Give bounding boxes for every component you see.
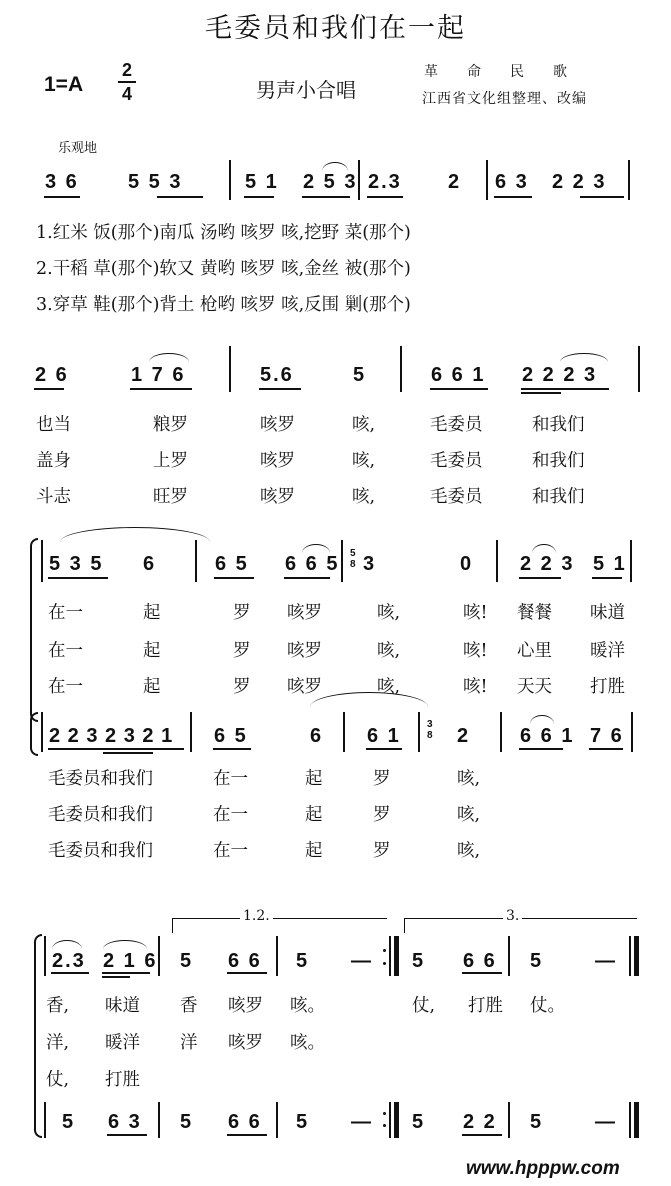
- underline: [227, 1134, 267, 1136]
- slur: [103, 940, 147, 949]
- lyric: 打胜: [590, 677, 625, 697]
- barline: [190, 712, 192, 752]
- lyric: 毛委员: [430, 415, 483, 435]
- lyric: 罗: [373, 769, 391, 789]
- time-signature-top: 2: [121, 60, 132, 80]
- notes: 5: [353, 364, 367, 386]
- lyric: 洋: [180, 1033, 198, 1053]
- underline: [580, 196, 624, 198]
- volta-bracket: [172, 918, 387, 933]
- underline: [366, 748, 402, 750]
- notes: 2: [448, 171, 462, 193]
- barline: [229, 160, 231, 200]
- underline: [103, 752, 153, 754]
- repeat-dot: [383, 1112, 386, 1115]
- volta-label: 3.: [503, 908, 522, 924]
- underline: [592, 577, 622, 579]
- lyric: 和我们: [532, 451, 585, 471]
- slur: [302, 544, 330, 553]
- underline: [302, 196, 350, 198]
- notes: 5: [530, 950, 544, 972]
- notes: 2 2: [463, 1111, 497, 1133]
- notes: 2 2 3: [520, 553, 575, 575]
- lyric: 暖洋: [590, 641, 625, 661]
- underline: [367, 196, 403, 198]
- lyric: 香,: [46, 996, 70, 1016]
- barline: [358, 160, 360, 200]
- lyric: 起: [305, 841, 323, 861]
- notes: 3 6: [45, 171, 79, 193]
- notes: 1 7 6: [131, 364, 186, 386]
- lyric: 咳。: [290, 996, 325, 1016]
- notes: 2 5 3: [303, 171, 358, 193]
- notes: 6 6 1: [520, 725, 575, 747]
- lyric-line: 3.穿草 鞋(那个)背土 枪哟 咳罗 咳,反围 剿(那个): [36, 295, 411, 315]
- underline: [589, 748, 623, 750]
- notes: 5.6: [260, 364, 294, 386]
- barline: [400, 346, 402, 392]
- underline: [34, 388, 64, 390]
- lyric: 仗,: [46, 1070, 70, 1090]
- lyric-line: 2.干稻 草(那个)软又 黄哟 咳罗 咳,金丝 被(那个): [36, 259, 411, 279]
- underline: [157, 196, 203, 198]
- repeat-barline: [394, 1102, 399, 1138]
- notes: 6: [310, 725, 324, 747]
- repeat-dot: [383, 949, 386, 952]
- barline: [486, 160, 488, 200]
- notes: 6 6 1: [431, 364, 486, 386]
- repeat-barline: [394, 936, 399, 976]
- time-signature-bottom: 4: [121, 84, 132, 104]
- lyric: 咳,: [377, 603, 401, 623]
- system-bracket: [30, 538, 38, 722]
- meter-change: 5 8: [350, 548, 356, 570]
- watermark: www.hpppw.com: [466, 1158, 620, 1179]
- lyric: 在一: [213, 769, 248, 789]
- lyric: 天天: [517, 677, 552, 697]
- lyric: 粮罗: [153, 415, 188, 435]
- barline: [44, 1102, 46, 1138]
- barline: [229, 346, 231, 392]
- lyric: 咳,: [457, 769, 481, 789]
- underline: [521, 388, 609, 390]
- lyric-line: 1.红米 饭(那个)南瓜 汤哟 咳罗 咳,挖野 菜(那个): [36, 223, 411, 243]
- slur: [530, 715, 554, 724]
- repeat-dot: [383, 1124, 386, 1127]
- barline: [418, 712, 420, 752]
- notes: 2.3: [52, 950, 86, 972]
- underline: [102, 972, 150, 974]
- notes: 2 1 6: [103, 950, 158, 972]
- notes: 5 3 5: [49, 553, 104, 575]
- notes: —: [351, 1111, 373, 1133]
- notes: 5: [412, 1111, 426, 1133]
- performance-type: 男声小合唱: [256, 78, 356, 102]
- lyric: 咳,: [377, 677, 401, 697]
- notes: 5: [412, 950, 426, 972]
- barline: [276, 936, 278, 976]
- barline: [629, 1102, 631, 1138]
- lyric: 洋,: [46, 1033, 70, 1053]
- barline: [158, 936, 160, 976]
- lyric: 盖身: [36, 451, 71, 471]
- underline: [519, 577, 561, 579]
- notes: 6 5: [215, 553, 249, 575]
- underline: [284, 577, 330, 579]
- lyric: 起: [143, 641, 161, 661]
- lyric: 咳罗: [228, 996, 263, 1016]
- notes: 2.3: [368, 171, 402, 193]
- system-bracket: [34, 934, 42, 1138]
- barline: [343, 712, 345, 752]
- notes: 2: [457, 725, 471, 747]
- system-bracket: [30, 712, 38, 756]
- notes: 6 6: [228, 950, 262, 972]
- lyric: 心里: [517, 641, 552, 661]
- lyric: 味道: [590, 603, 625, 623]
- barline: [276, 1102, 278, 1138]
- lyric: 和我们: [532, 487, 585, 507]
- underline: [48, 748, 184, 750]
- barline: [341, 540, 343, 582]
- lyric: 起: [143, 677, 161, 697]
- final-barline: [634, 936, 639, 976]
- notes: 7 6: [590, 725, 624, 747]
- lyric: 咳,: [352, 451, 376, 471]
- slur: [532, 544, 556, 553]
- lyric: 和我们: [532, 415, 585, 435]
- notes: 5: [180, 950, 194, 972]
- underline: [130, 388, 192, 390]
- lyric: 咳罗: [287, 677, 322, 697]
- slur: [52, 940, 82, 949]
- notes: 5: [180, 1111, 194, 1133]
- final-barline: [634, 1102, 639, 1138]
- notes: 2 2 2 3: [522, 364, 598, 386]
- lyric: 咳,: [377, 641, 401, 661]
- lyric: 咳罗: [260, 415, 295, 435]
- time-signature: [116, 60, 138, 104]
- lyric: 罗: [373, 805, 391, 825]
- barline: [41, 540, 43, 582]
- notes: 5 1: [245, 171, 279, 193]
- lyric: 上罗: [153, 451, 188, 471]
- underline: [214, 577, 254, 579]
- lyric: 罗: [233, 641, 251, 661]
- key-signature: 1=A: [44, 73, 84, 96]
- notes: 6 6: [228, 1111, 262, 1133]
- barline: [195, 540, 197, 582]
- lyric: 咳罗: [260, 487, 295, 507]
- notes: 6 1: [367, 725, 401, 747]
- notes: 5 1: [593, 553, 627, 575]
- underline: [244, 196, 274, 198]
- arranger-credit: 江西省文化组整理、改编: [422, 91, 587, 107]
- underline: [102, 976, 130, 978]
- underline: [519, 748, 563, 750]
- lyric: 毛委员和我们: [48, 805, 153, 825]
- lyric: 在一: [213, 805, 248, 825]
- lyric: 在一: [213, 841, 248, 861]
- lyric: 咳!: [463, 641, 488, 661]
- notes: 2 2 3 2 3 2 1: [49, 725, 174, 747]
- lyric: 咳!: [463, 603, 488, 623]
- repeat-dot: [383, 962, 386, 965]
- underline: [462, 1134, 502, 1136]
- notes: 5: [62, 1111, 76, 1133]
- barline: [508, 936, 510, 976]
- barline: [44, 936, 46, 976]
- barline: [508, 1102, 510, 1138]
- lyric: 咳罗: [260, 451, 295, 471]
- time-signature-line: [118, 81, 136, 83]
- lyric: 咳,: [352, 415, 376, 435]
- lyric: 罗: [233, 677, 251, 697]
- lyric: 斗志: [36, 487, 71, 507]
- lyric: 起: [143, 603, 161, 623]
- lyric: 仗,: [412, 996, 436, 1016]
- underline: [51, 972, 89, 974]
- lyric: 咳罗: [287, 603, 322, 623]
- lyric: 在一: [48, 603, 83, 623]
- song-title: 毛委员和我们在一起: [205, 13, 466, 44]
- underline: [430, 388, 488, 390]
- lyric: 起: [305, 805, 323, 825]
- notes: —: [351, 950, 373, 972]
- underline: [259, 388, 301, 390]
- lyric: 仗。: [530, 996, 565, 1016]
- notes: 5: [296, 950, 310, 972]
- slur: [310, 692, 428, 707]
- lyric: 打胜: [468, 996, 503, 1016]
- lyric: 旺罗: [153, 487, 188, 507]
- lyric: 咳罗: [287, 641, 322, 661]
- notes: 6: [143, 553, 157, 575]
- notes: 3: [363, 553, 377, 575]
- lyric: 香: [180, 996, 198, 1016]
- lyric: 咳,: [457, 841, 481, 861]
- slur: [560, 353, 608, 362]
- lyric: 咳,: [352, 487, 376, 507]
- notes: 6 3: [108, 1111, 142, 1133]
- barline: [638, 346, 640, 392]
- lyric: 毛委员和我们: [48, 769, 153, 789]
- barline: [630, 540, 632, 582]
- lyric: 打胜: [105, 1070, 140, 1090]
- lyric: 咳。: [290, 1033, 325, 1053]
- barline: [628, 160, 630, 200]
- underline: [48, 577, 108, 579]
- lyric: 起: [305, 769, 323, 789]
- notes: —: [595, 950, 617, 972]
- lyric: 也当: [36, 415, 71, 435]
- lyric: 毛委员和我们: [48, 841, 153, 861]
- lyric: 罗: [373, 841, 391, 861]
- notes: 5: [530, 1111, 544, 1133]
- notes: 6 3: [495, 171, 529, 193]
- notes: 6 5: [214, 725, 248, 747]
- lyric: 在一: [48, 641, 83, 661]
- source-credit: 革命民歌: [424, 64, 596, 80]
- lyric: 味道: [105, 996, 140, 1016]
- volta-label: 1.2.: [240, 908, 273, 924]
- lyric: 咳!: [463, 677, 488, 697]
- lyric: 餐餐: [517, 603, 552, 623]
- notes: 0: [460, 553, 474, 575]
- barline: [389, 1102, 391, 1138]
- lyric: 罗: [233, 603, 251, 623]
- lyric: 咳,: [457, 805, 481, 825]
- underline: [107, 1134, 147, 1136]
- barline: [496, 540, 498, 582]
- lyric: 在一: [48, 677, 83, 697]
- barline: [631, 712, 633, 752]
- notes: —: [595, 1111, 617, 1133]
- lyric: 毛委员: [430, 451, 483, 471]
- barline: [629, 936, 631, 976]
- underline: [494, 196, 532, 198]
- lyric: 暖洋: [105, 1033, 140, 1053]
- notes: 5: [296, 1111, 310, 1133]
- notes: 6 6 5: [285, 553, 340, 575]
- underline: [227, 972, 267, 974]
- notes: 5 5 3: [128, 171, 183, 193]
- barline: [41, 712, 43, 752]
- slur: [60, 527, 210, 542]
- barline: [500, 712, 502, 752]
- barline: [158, 1102, 160, 1138]
- tempo-marking: 乐观地: [58, 141, 98, 156]
- barline: [389, 936, 391, 976]
- meter-change: 3 8: [427, 719, 433, 741]
- lyric: 咳罗: [228, 1033, 263, 1053]
- underline: [213, 748, 251, 750]
- underline: [44, 196, 80, 198]
- underline: [521, 392, 561, 394]
- notes: 6 6: [463, 950, 497, 972]
- slur: [149, 353, 189, 362]
- notes: 2 2 3: [552, 171, 607, 193]
- notes: 2 6: [35, 364, 69, 386]
- lyric: 毛委员: [430, 487, 483, 507]
- underline: [462, 972, 502, 974]
- slur: [322, 162, 348, 171]
